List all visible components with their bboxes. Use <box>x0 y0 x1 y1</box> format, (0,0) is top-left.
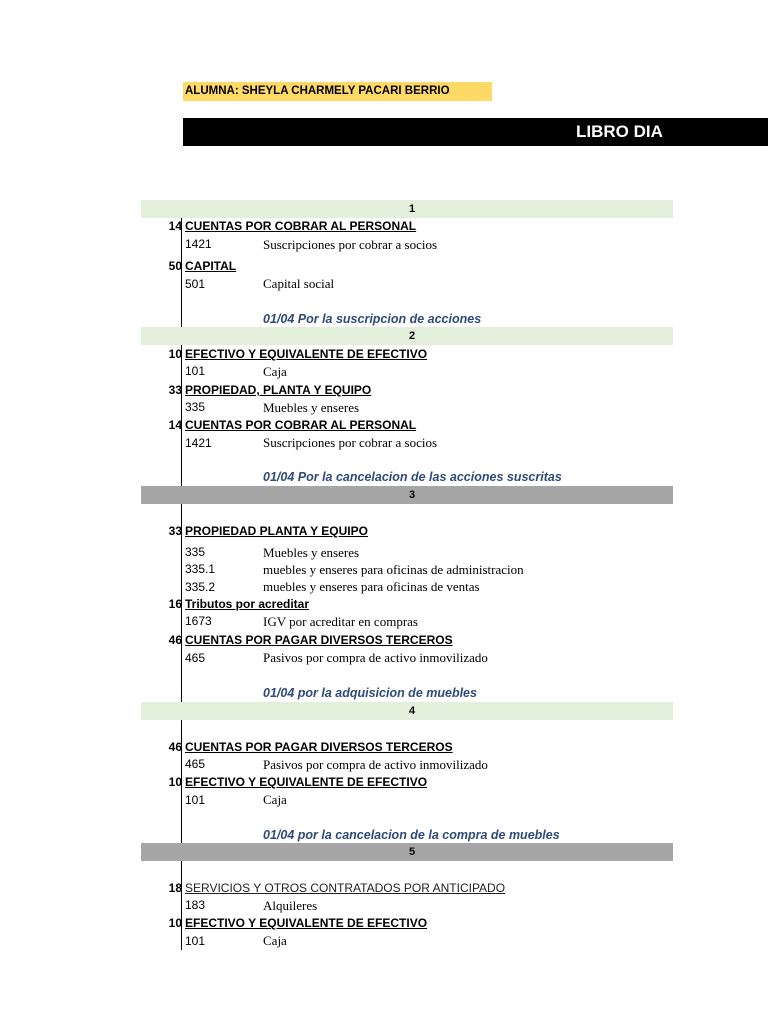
account-name: PROPIEDAD PLANTA Y EQUIPO <box>185 524 368 538</box>
entry-gloss: 01/04 Por la cancelacion de las acciones suscritas <box>263 470 562 484</box>
account-name: CUENTAS POR COBRAR AL PERSONAL <box>185 219 417 233</box>
subaccount-code: 501 <box>185 277 206 291</box>
subaccount-code: 101 <box>185 934 206 948</box>
entry-gloss: 01/04 Por la suscripcion de acciones <box>263 312 482 326</box>
subaccount-code: 101 <box>185 364 206 378</box>
account-code: 46 <box>168 740 182 754</box>
subaccount-desc: Muebles y enseres <box>263 545 360 560</box>
account-code: 10 <box>168 916 182 930</box>
subaccount-desc: IGV por acreditar en compras <box>263 614 418 629</box>
subaccount-code: 335.2 <box>185 580 216 594</box>
account-name: EFECTIVO Y EQUIVALENTE DE EFECTIVO <box>185 347 428 361</box>
subaccount-desc: Muebles y enseres <box>263 400 360 415</box>
entry-header-5 <box>141 843 673 861</box>
account-code: 16 <box>168 597 182 611</box>
subaccount-code: 335.1 <box>185 562 216 576</box>
account-name: CAPITAL <box>185 259 237 273</box>
subaccount-code: 1673 <box>185 614 212 628</box>
account-name: PROPIEDAD, PLANTA Y EQUIPO <box>185 383 372 397</box>
entry-number: 3 <box>408 489 416 501</box>
account-code: 18 <box>168 881 182 895</box>
subaccount-desc: Suscripciones por cobrar a socios <box>263 435 438 450</box>
subaccount-desc: Pasivos por compra de activo inmovilizado <box>263 757 488 772</box>
student-name: ALUMNA: SHEYLA CHARMELY PACARI BERRIO <box>183 82 492 101</box>
subaccount-code: 183 <box>185 898 206 912</box>
entry-header-4 <box>141 702 673 720</box>
subaccount-desc: muebles y enseres para oficinas de ventas <box>263 579 480 594</box>
page-title: LIBRO DIA <box>576 122 663 141</box>
subaccount-desc: Caja <box>263 933 287 948</box>
entry-number: 4 <box>408 705 416 717</box>
account-name: EFECTIVO Y EQUIVALENTE DE EFECTIVO <box>185 916 428 930</box>
title-bar <box>183 118 768 146</box>
account-code: 10 <box>168 347 182 361</box>
subaccount-desc: Caja <box>263 364 287 379</box>
account-code: 46 <box>168 633 182 647</box>
subaccount-code: 465 <box>185 757 206 771</box>
subaccount-code: 101 <box>185 793 206 807</box>
account-code: 10 <box>168 775 182 789</box>
subaccount-desc: Pasivos por compra de activo inmovilizado <box>263 650 488 665</box>
account-code: 14 <box>168 219 182 233</box>
subaccount-code: 1421 <box>185 436 212 450</box>
entry-header-1 <box>141 200 673 218</box>
account-code: 14 <box>168 418 182 432</box>
entry-number: 2 <box>408 330 416 342</box>
subaccount-code: 1421 <box>185 237 212 251</box>
account-name: CUENTAS POR PAGAR DIVERSOS TERCEROS <box>185 633 453 647</box>
entry-number: 5 <box>408 846 416 858</box>
account-name: SERVICIOS Y OTROS CONTRATADOS POR ANTICIPADO <box>185 881 506 895</box>
account-name: EFECTIVO Y EQUIVALENTE DE EFECTIVO <box>185 775 428 789</box>
account-code: 33 <box>168 524 182 538</box>
account-name: Tributos por acreditar <box>185 597 310 611</box>
subaccount-desc: Capital social <box>263 276 335 291</box>
subaccount-desc: Suscripciones por cobrar a socios <box>263 237 438 252</box>
entry-gloss: 01/04 por la cancelacion de la compra de muebles <box>263 828 560 842</box>
subaccount-code: 335 <box>185 400 206 414</box>
account-code: 33 <box>168 383 182 397</box>
subaccount-code: 335 <box>185 545 206 559</box>
account-name: CUENTAS POR COBRAR AL PERSONAL <box>185 418 417 432</box>
subaccount-code: 465 <box>185 651 206 665</box>
entry-header-3 <box>141 486 673 504</box>
entry-header-2 <box>141 327 673 345</box>
entry-gloss: 01/04 por la adquisicion de muebles <box>263 686 477 700</box>
entry-number: 1 <box>408 203 416 215</box>
subaccount-desc: muebles y enseres para oficinas de administracion <box>263 562 524 577</box>
account-code: 50 <box>168 259 182 273</box>
subaccount-desc: Caja <box>263 792 287 807</box>
subaccount-desc: Alquileres <box>263 898 318 913</box>
account-name: CUENTAS POR PAGAR DIVERSOS TERCEROS <box>185 740 453 754</box>
